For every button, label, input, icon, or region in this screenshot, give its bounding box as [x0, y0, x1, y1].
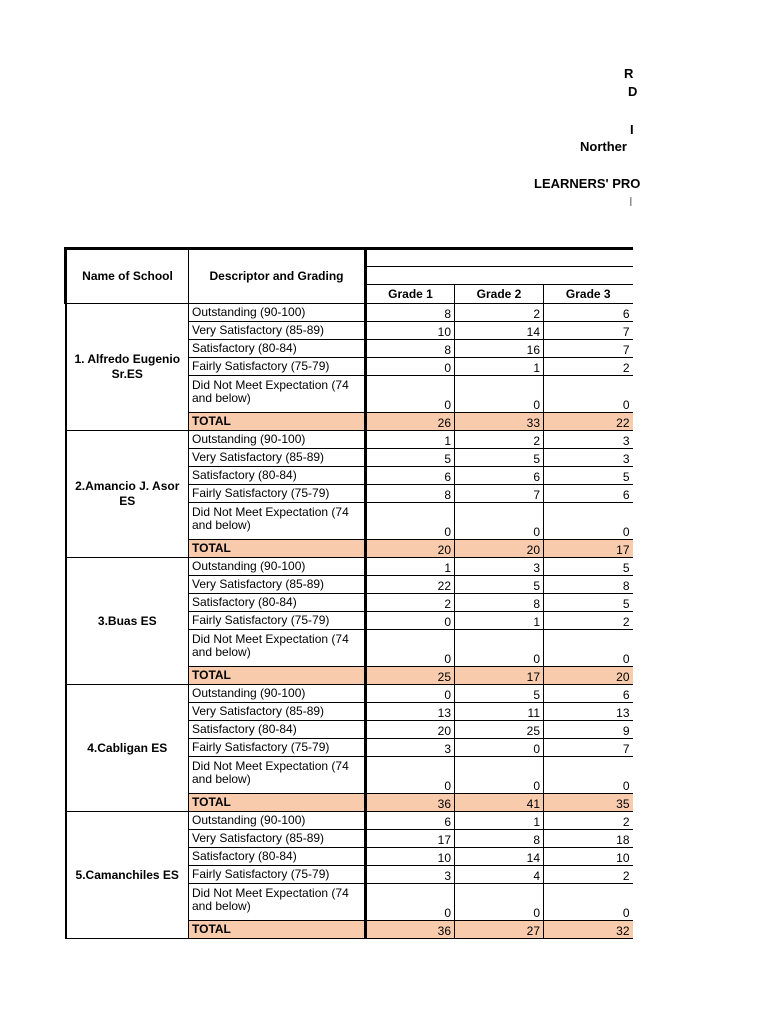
grade-2-value: 5 — [455, 449, 544, 467]
grade-2-value: 1 — [455, 358, 544, 376]
grade-1-value: 1 — [366, 558, 455, 576]
proficiency-table — [64, 247, 633, 939]
descriptor-label: Did Not Meet Expectation (74 and below) — [189, 884, 366, 921]
grade-3-value: 7 — [544, 322, 633, 340]
descriptor-label: Outstanding (90-100) — [189, 558, 366, 576]
descriptor-label: Satisfactory (80-84) — [189, 721, 366, 739]
grade-3-value: 2 — [544, 812, 633, 830]
grade-1-value: 0 — [366, 630, 455, 667]
table-row — [66, 812, 633, 830]
descriptor-label: Satisfactory (80-84) — [189, 340, 366, 358]
grade-3-value: 7 — [544, 340, 633, 358]
grade-3-value: 5 — [544, 558, 633, 576]
grade-3-value: 8 — [544, 576, 633, 594]
descriptor-label: Outstanding (90-100) — [189, 685, 366, 703]
grade-3-value: 2 — [544, 358, 633, 376]
grade-2-value: 27 — [455, 921, 544, 939]
descriptor-label: Satisfactory (80-84) — [189, 848, 366, 866]
grade-2-value: 8 — [455, 830, 544, 848]
descriptor-label: Outstanding (90-100) — [189, 812, 366, 830]
grade-2-value: 16 — [455, 340, 544, 358]
school-name: 1. Alfredo Eugenio Sr.ES — [66, 304, 189, 431]
grade-3-value: 3 — [544, 449, 633, 467]
school-name: 2.Amancio J. Asor ES — [66, 431, 189, 558]
grade-1-header: Grade 1 — [366, 285, 455, 304]
grade-3-value: 22 — [544, 413, 633, 431]
header-line-4: Norther — [580, 139, 627, 154]
grade-group-header — [366, 249, 633, 267]
grade-1-value: 2 — [366, 594, 455, 612]
descriptor-label: Fairly Satisfactory (75-79) — [189, 485, 366, 503]
grade-2-value: 5 — [455, 685, 544, 703]
total-label: TOTAL — [189, 921, 366, 939]
table-row — [66, 685, 633, 703]
descriptor-label: Very Satisfactory (85-89) — [189, 830, 366, 848]
descriptor-label: Outstanding (90-100) — [189, 431, 366, 449]
grade-2-value: 5 — [455, 576, 544, 594]
grade-1-value: 0 — [366, 884, 455, 921]
descriptor-label: Fairly Satisfactory (75-79) — [189, 612, 366, 630]
descriptor-label: Outstanding (90-100) — [189, 304, 366, 322]
grade-1-value: 3 — [366, 866, 455, 884]
grade-3-value: 35 — [544, 794, 633, 812]
grade-3-value: 2 — [544, 612, 633, 630]
column-header-school: Name of School — [66, 249, 189, 304]
grade-1-value: 20 — [366, 540, 455, 558]
table-row — [66, 304, 633, 322]
grade-3-value: 17 — [544, 540, 633, 558]
header-line-6: I — [629, 194, 633, 209]
table-row — [66, 558, 633, 576]
grade-2-value: 8 — [455, 594, 544, 612]
grade-2-value: 41 — [455, 794, 544, 812]
grade-subgroup-header — [366, 267, 633, 285]
grade-1-value: 22 — [366, 576, 455, 594]
grade-3-value: 20 — [544, 667, 633, 685]
grade-3-value: 0 — [544, 757, 633, 794]
grade-2-value: 0 — [455, 739, 544, 757]
grade-2-header: Grade 2 — [455, 285, 544, 304]
grade-3-value: 5 — [544, 594, 633, 612]
table-row — [66, 431, 633, 449]
proficiency-table-wrapper — [64, 247, 631, 939]
descriptor-label: Very Satisfactory (85-89) — [189, 322, 366, 340]
grade-2-value: 0 — [455, 503, 544, 540]
grade-1-value: 0 — [366, 612, 455, 630]
column-header-descriptor: Descriptor and Grading — [189, 249, 366, 304]
grade-1-value: 10 — [366, 848, 455, 866]
grade-3-value: 6 — [544, 685, 633, 703]
grade-2-value: 25 — [455, 721, 544, 739]
grade-1-value: 17 — [366, 830, 455, 848]
grade-1-value: 0 — [366, 358, 455, 376]
header-line-5: LEARNERS' PRO — [534, 176, 641, 191]
grade-2-value: 0 — [455, 630, 544, 667]
grade-2-value: 20 — [455, 540, 544, 558]
grade-2-value: 7 — [455, 485, 544, 503]
grade-3-value: 5 — [544, 467, 633, 485]
grade-2-value: 17 — [455, 667, 544, 685]
grade-2-value: 0 — [455, 757, 544, 794]
grade-1-value: 25 — [366, 667, 455, 685]
grade-2-value: 11 — [455, 703, 544, 721]
descriptor-label: Did Not Meet Expectation (74 and below) — [189, 630, 366, 667]
grade-2-value: 3 — [455, 558, 544, 576]
total-label: TOTAL — [189, 413, 366, 431]
grade-3-value: 32 — [544, 921, 633, 939]
grade-1-value: 0 — [366, 685, 455, 703]
grade-3-value: 18 — [544, 830, 633, 848]
grade-3-value: 9 — [544, 721, 633, 739]
grade-2-value: 14 — [455, 848, 544, 866]
grade-3-value: 0 — [544, 503, 633, 540]
grade-2-value: 0 — [455, 376, 544, 413]
grade-2-value: 2 — [455, 431, 544, 449]
descriptor-label: Very Satisfactory (85-89) — [189, 576, 366, 594]
grade-1-value: 20 — [366, 721, 455, 739]
descriptor-label: Satisfactory (80-84) — [189, 467, 366, 485]
grade-2-value: 4 — [455, 866, 544, 884]
grade-1-value: 8 — [366, 304, 455, 322]
grade-3-value: 0 — [544, 630, 633, 667]
grade-2-value: 1 — [455, 612, 544, 630]
grade-1-value: 36 — [366, 794, 455, 812]
school-name: 3.Buas ES — [66, 558, 189, 685]
grade-2-value: 1 — [455, 812, 544, 830]
grade-2-value: 14 — [455, 322, 544, 340]
grade-1-value: 8 — [366, 340, 455, 358]
grade-1-value: 0 — [366, 503, 455, 540]
descriptor-label: Fairly Satisfactory (75-79) — [189, 866, 366, 884]
grade-3-value: 2 — [544, 866, 633, 884]
descriptor-label: Fairly Satisfactory (75-79) — [189, 739, 366, 757]
header-line-2: D — [628, 84, 638, 99]
grade-3-value: 3 — [544, 431, 633, 449]
grade-3-header: Grade 3 — [544, 285, 633, 304]
grade-1-value: 6 — [366, 812, 455, 830]
grade-1-value: 0 — [366, 376, 455, 413]
grade-1-value: 1 — [366, 431, 455, 449]
header-line-3: I — [630, 122, 634, 137]
descriptor-label: Did Not Meet Expectation (74 and below) — [189, 376, 366, 413]
table-body — [66, 304, 633, 939]
grade-1-value: 3 — [366, 739, 455, 757]
grade-1-value: 26 — [366, 413, 455, 431]
header-line-1: R — [624, 66, 634, 81]
grade-3-value: 6 — [544, 304, 633, 322]
grade-2-value: 2 — [455, 304, 544, 322]
grade-1-value: 5 — [366, 449, 455, 467]
grade-3-value: 7 — [544, 739, 633, 757]
descriptor-label: Did Not Meet Expectation (74 and below) — [189, 757, 366, 794]
descriptor-label: Very Satisfactory (85-89) — [189, 703, 366, 721]
descriptor-label: Did Not Meet Expectation (74 and below) — [189, 503, 366, 540]
total-label: TOTAL — [189, 667, 366, 685]
grade-1-value: 13 — [366, 703, 455, 721]
total-label: TOTAL — [189, 794, 366, 812]
grade-1-value: 8 — [366, 485, 455, 503]
grade-3-value: 13 — [544, 703, 633, 721]
total-label: TOTAL — [189, 540, 366, 558]
school-name: 5.Camanchiles ES — [66, 812, 189, 939]
grade-1-value: 10 — [366, 322, 455, 340]
school-name: 4.Cabligan ES — [66, 685, 189, 812]
grade-1-value: 0 — [366, 757, 455, 794]
grade-3-value: 0 — [544, 376, 633, 413]
grade-1-value: 6 — [366, 467, 455, 485]
descriptor-label: Fairly Satisfactory (75-79) — [189, 358, 366, 376]
grade-2-value: 0 — [455, 884, 544, 921]
grade-3-value: 6 — [544, 485, 633, 503]
grade-3-value: 0 — [544, 884, 633, 921]
descriptor-label: Satisfactory (80-84) — [189, 594, 366, 612]
grade-2-value: 6 — [455, 467, 544, 485]
grade-1-value: 36 — [366, 921, 455, 939]
grade-2-value: 33 — [455, 413, 544, 431]
grade-3-value: 10 — [544, 848, 633, 866]
descriptor-label: Very Satisfactory (85-89) — [189, 449, 366, 467]
